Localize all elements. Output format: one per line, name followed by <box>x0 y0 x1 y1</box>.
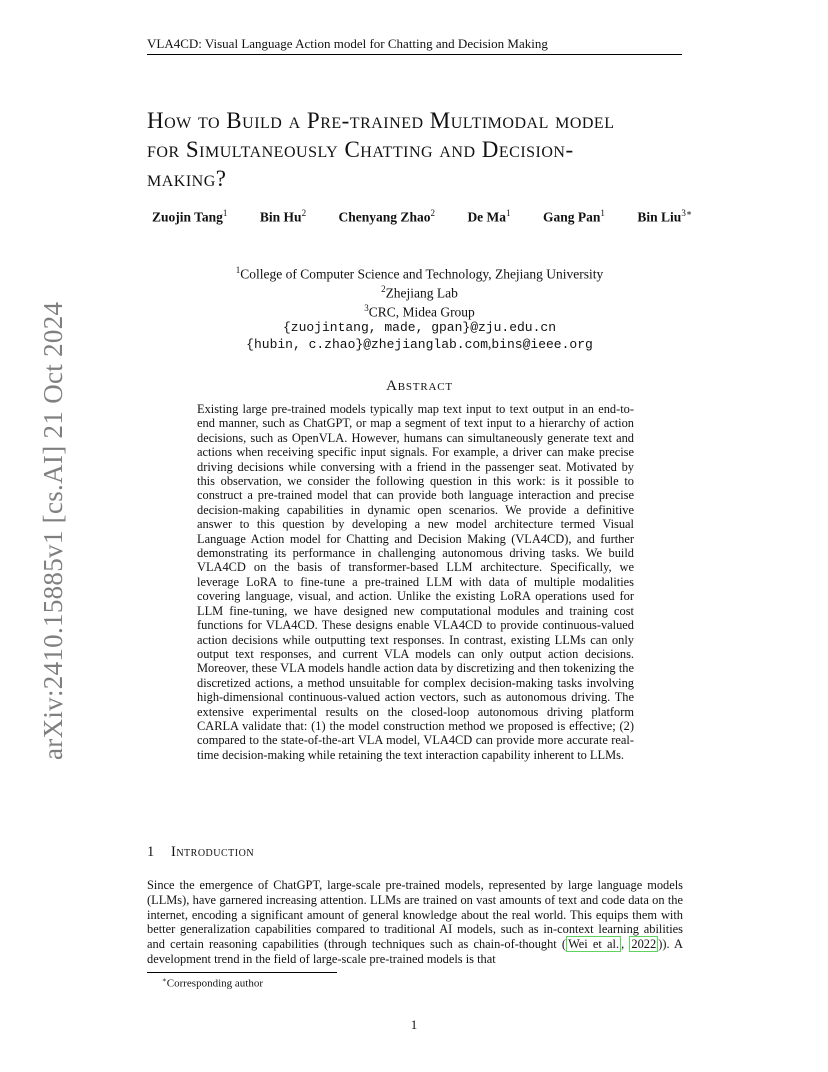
paper-title <box>147 106 692 193</box>
title-line-1: How to Build a Pre-trained Multimodal model <box>147 108 615 133</box>
title-line-3: making? <box>147 166 227 191</box>
abstract-text: Existing large pre-trained models typically map text input to text output in an end-to-end manner, such as ChatGPT, or map a segment of text input to a hierarchy of action decisions, such as OpenVLA. However, humans can simultaneously generate text and actions when receiving specific input signals. For example, a driver can make precise driving decisions while conversing with a friend in the passenger seat. Motivated by this observation, we consider the following question in this work: is it possible to construct a pre-trained model that can provide both language interaction and precise decision-making capabilities in dynamic open scenarios. We provide a definitive answer to this question by developing a new model architecture termed Visual Language Action model for Chatting and Decision Making (VLA4CD), and further demonstrating its performance in challenging autonomous driving tasks. We build VLA4CD on the basis of transformer-based LLM architecture. Specifically, we leverage LoRA to fine-tune a pre-trained LLM with data of multiple modalities covering language, visual, and action. Unlike the existing LoRA operations used for LLM fine-tuning, we have designed new computational modules and training cost functions for VLA4CD. These designs enable VLA4CD to provide continuous-valued action decisions while outputting text responses. In contrast, existing LLMs can only output text responses, and current VLA models can only output action decisions. Moreover, these VLA models handle action data by discretizing and then tokenizing the discretized actions, a method unsuitable for complex decision-making tasks involving high-dimensional continuous-valued action vectors, such as autonomous driving. The extensive experimental results on the closed-loop autonomous driving platform CARLA validate that: (1) the model construction method we proposed is effective; (2) compared to the state-of-the-art VLA model, VLA4CD can provide more accurate real-time decision-making while retaining the text interaction capability inherent to LLMs. <box>197 402 634 762</box>
citation-link[interactable]: Wei et al. <box>568 937 620 952</box>
author-list <box>152 208 692 226</box>
page-number: 1 <box>410 1017 418 1032</box>
abstract-heading: Abstract <box>386 378 453 394</box>
email-line: {zuojintang, made, gpan}@zju.edu.cn <box>282 320 557 335</box>
running-header: VLA4CD: Visual Language Action model for Chatting and Decision Making <box>147 35 682 55</box>
author: Bin Hu$^2$ <box>259 208 307 225</box>
author: Chenyang Zhao$^2$ <box>338 208 435 225</box>
author: Zuojin Tang$^1$ <box>152 208 228 225</box>
affiliation: $^1$College of Computer Science and Technology, Zhejiang University <box>235 265 604 282</box>
affiliation: $^2$Zhejiang Lab <box>381 284 458 301</box>
author: De Ma$^1$ <box>467 208 511 225</box>
section-number: 1 <box>147 844 155 860</box>
affiliation: $^3$CRC, Midea Group <box>364 303 475 320</box>
introduction-text: Since the emergence of ChatGPT, large-scale pre-trained models, represented by large language models (LLMs), have garnered increasing attention. LLMs are trained on vast amounts of text and code data on the internet, encoding a significant amount of general knowledge about the real world. This equips them with better generalization capabilities compared to traditional AI models, such as in-context learning abilities and certain reasoning capabilities (through techniques such as chain-of-thought ( Wei et al. , 2022 )). A development trend in the field of large-scale pre-trained models is that <box>147 878 684 966</box>
section-heading <box>147 844 692 861</box>
citation-link[interactable]: 2022 <box>631 937 657 952</box>
affiliations <box>147 263 692 352</box>
footnote: ∗Corresponding author <box>162 976 263 990</box>
section-title: Introduction <box>171 844 255 860</box>
email-line: {hubin, c.zhao}@zhejianglab.com,bins@ieee.org <box>246 335 593 352</box>
footnote-rule <box>147 972 337 973</box>
arxiv-stamp: arXiv:2410.15885v1 [cs.AI] 21 Oct 2024 <box>38 301 68 760</box>
author: Gang Pan$^1$ <box>543 208 605 225</box>
author: Bin Liu$^{3∗}$ <box>637 208 692 225</box>
title-line-2: for Simultaneously Chatting and Decision- <box>147 137 574 162</box>
